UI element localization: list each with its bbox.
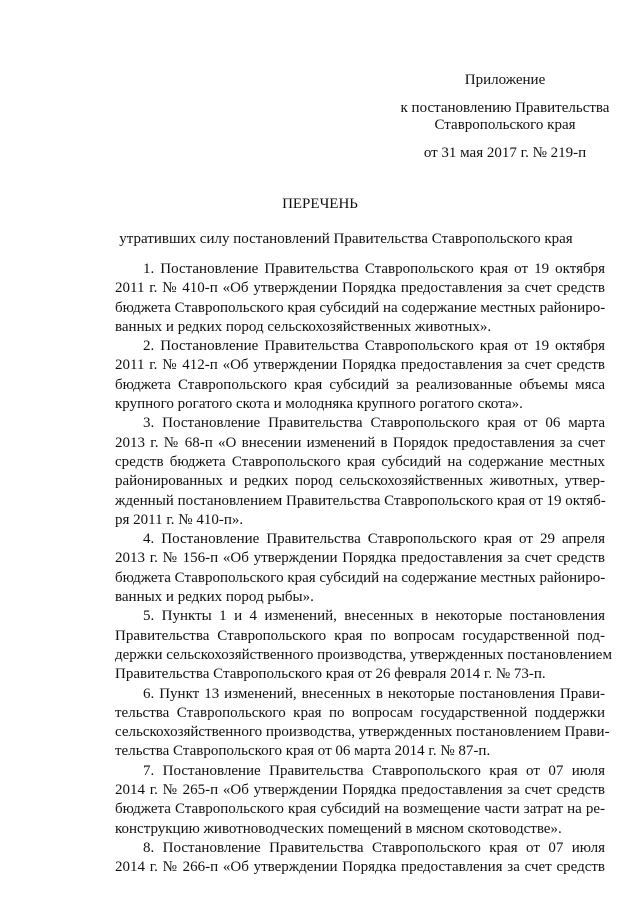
item-line: бюджета Ставропольского края субсидий на возмещение части затрат на ре- (115, 801, 605, 818)
appendix-date (380, 145, 630, 162)
document-title: ПЕРЕЧЕНЬ (282, 196, 358, 212)
list-item (115, 337, 605, 414)
appendix-reference (380, 100, 630, 134)
item-line: 6. Пункт 13 изменений, внесенных в некоторые постановления Прави- (143, 685, 605, 702)
item-line: 4. Постановление Правительства Ставропольского края от 29 апреля (143, 531, 605, 548)
item-line: 1. Постановление Правительства Ставропольского края от 19 октября (143, 261, 605, 277)
appendix-label: Приложение (464, 72, 546, 88)
appendix-to-line2: Ставропольского края (434, 117, 576, 133)
item-line: 2014 г. № 265-п «Об утверждении Порядка предоставления за счет средств (115, 782, 605, 799)
item-line: 2013 г. № 68-п «О внесении изменений в Порядок предоставления за счет (115, 434, 605, 451)
item-line: 2011 г. № 410-п «Об утверждении Порядка предоставления за счет средств (115, 280, 605, 297)
item-line: бюджета Ставропольского края субсидий на содержание местных райониро- (115, 569, 606, 586)
item-line: ванных и редких пород рыбы». (115, 589, 314, 606)
item-line: Правительства Ставропольского края от 26 февраля 2014 г. № 73-п. (115, 666, 546, 683)
item-line: бюджета Ставропольского края субсидий за реализованные объемы мяса (115, 376, 605, 393)
item-line: крупного рогатого скота и молодняка крупного рогатого скота». (115, 396, 523, 413)
item-line: тельства Ставропольского края по вопросам государственной поддержки (115, 704, 605, 721)
item-line: 2011 г. № 412-п «Об утверждении Порядка предоставления за счет средств (115, 357, 605, 374)
list-item (115, 260, 605, 337)
list-item (115, 762, 605, 839)
item-line: конструкцию животноводческих помещений в мясном скотоводстве». (115, 820, 562, 837)
list-item (115, 685, 610, 762)
item-line: 2. Постановление Правительства Ставропольского края от 19 октября (143, 338, 605, 355)
list-item (115, 530, 605, 607)
list-item (115, 414, 605, 530)
item-line: 7. Постановление Правительства Ставропольского края от 07 июля (143, 762, 605, 779)
item-line: тельства Ставропольского края от 06 марта 2014 г. № 87-п. (115, 743, 491, 760)
item-line: жденный постановлением Правительства Ставропольского края от 19 октяб- (115, 492, 606, 509)
item-line: Правительства Ставропольского края по вопросам государственной под- (115, 627, 605, 644)
item-line: бюджета Ставропольского края субсидий на содержание местных райониро- (115, 299, 606, 316)
document-subtitle: утративших силу постановлений Правительства Ставропольского края (119, 231, 573, 247)
document-body (115, 260, 612, 878)
item-line: сельскохозяйственного производства, утвержденных постановлением Прави- (115, 724, 610, 741)
item-line: 3. Постановление Правительства Ставропольского края от 06 марта (143, 415, 605, 432)
item-line: районированных и редких пород сельскохозяйственных животных, утвер- (115, 473, 605, 490)
item-line: 2014 г. № 266-п «Об утверждении Порядка предоставления за счет средств (115, 859, 605, 876)
list-item (115, 839, 605, 878)
item-line: держки сельскохозяйственного производства, утвержденных постановлением (115, 646, 612, 663)
item-line: ванных и редких пород сельскохозяйственных животных». (115, 318, 492, 335)
appendix-block (380, 72, 630, 89)
item-line: ря 2011 г. № 410-п». (115, 511, 244, 528)
item-line: средств бюджета Ставропольского края субсидий на содержание местных (115, 453, 605, 470)
item-line: 2013 г. № 156-п «Об утверждении Порядка предоставления за счет средств (115, 550, 605, 567)
appendix-date-number: от 31 мая 2017 г. № 219-п (423, 145, 587, 161)
list-item (115, 607, 612, 684)
appendix-to-line1: к постановлению Правительства (400, 100, 610, 116)
item-line: 8. Постановление Правительства Ставропольского края от 07 июля (143, 839, 605, 856)
item-line: 5. Пункты 1 и 4 изменений, внесенных в некоторые постановления (143, 608, 605, 625)
